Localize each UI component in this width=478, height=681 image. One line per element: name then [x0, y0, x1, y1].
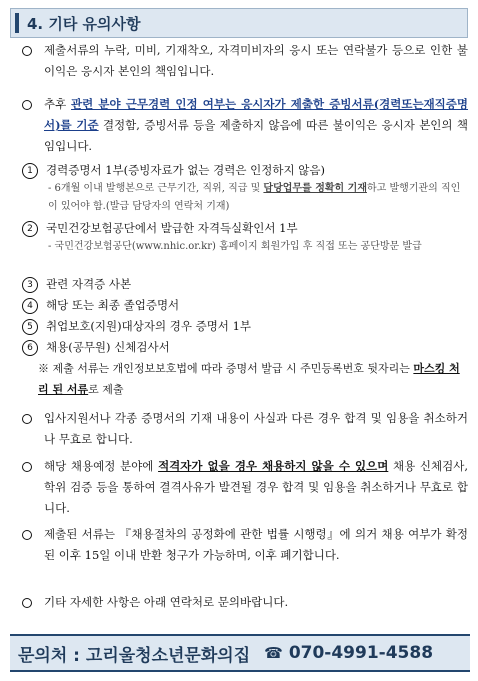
- emphasis-text: 담당업무를 정확히 기재: [263, 183, 367, 194]
- circle-bullet-icon: [22, 100, 32, 110]
- required-doc-item: 3 관련 자격증 사본: [22, 274, 462, 294]
- section-title: 4. 기타 유의사항: [27, 14, 141, 33]
- notice-text: 추후 관련 분야 근무경력 인정 여부는 응시자가 제출한 증빙서류(경력또는재직증명서)를 기준 결정함, 증빙서류 등을 제출하지 않음에 따른 불이익은 응시자 본인의 책임입니다.: [44, 97, 469, 153]
- doc-detail: - 국민건강보험공단(www.nhic.or.kr) 홈페이지 회원가입 후 직접 또는 공단방문 발급: [48, 241, 422, 252]
- required-doc-item: 4 해당 또는 최종 졸업증명서: [22, 295, 462, 315]
- notice-text: 제출서류의 누락, 미비, 기재착오, 자격미비자의 응시 또는 연락불가 등으로 인한 불이익은 응시자 본인의 책임입니다.: [44, 43, 468, 78]
- number-badge: 6: [22, 340, 38, 356]
- required-doc-item: 1 경력증명서 1부(증빙자료가 없는 경력은 인정하지 않음): [22, 160, 462, 180]
- header-accent-bar: [15, 13, 19, 33]
- contact-label: 문의처 : 고리울청소년문화의집: [18, 645, 251, 666]
- notice-item: [10, 524, 470, 588]
- circle-bullet-icon: [22, 46, 32, 56]
- notice-item: [10, 94, 470, 158]
- required-doc-item: 5 취업보호(지원)대상자의 경우 증명서 1부: [22, 316, 462, 336]
- circle-bullet-icon: [22, 462, 32, 472]
- number-badge: 3: [22, 277, 38, 293]
- number-badge: 2: [22, 221, 38, 237]
- masking-note: ※ 제출 서류는 개인정보보호법에 따라 증명서 발급 시 주민등록번호 뒷자리는 마스킹 처리 된 서류로 제출: [38, 362, 460, 396]
- circle-bullet-icon: [22, 414, 32, 424]
- required-doc-item: 6 채용(공무원) 신체검사서: [22, 337, 462, 357]
- number-badge: 5: [22, 319, 38, 335]
- notice-text: 해당 채용예정 분야에 적격자가 없을 경우 채용하지 않을 수 있으며 채용 신체검사, 학위 검증 등을 통하여 결격사유가 발견될 경우 합격 및 임용을 취소하거나 무효로 합니다.: [44, 459, 469, 515]
- notice-item: [10, 592, 470, 614]
- circle-bullet-icon: [22, 530, 32, 540]
- emphasis-text: 마스킹 처리 된 서류: [38, 362, 460, 396]
- notice-text: 제출된 서류는 『채용절차의 공정화에 관한 법률 시행령』에 의거 채용 여부가 확정된 이후 15일 이내 반환 청구가 가능하며, 이후 폐기합니다.: [44, 527, 468, 562]
- number-badge: 1: [22, 163, 38, 179]
- contact-phone[interactable]: 070-4991-4588: [288, 643, 434, 663]
- required-doc-item: 2 국민건강보험공단에서 발급한 자격득실확인서 1부: [22, 218, 462, 238]
- notice-text: 기타 자세한 사항은 아래 연락처로 문의바랍니다.: [44, 595, 289, 609]
- notice-item: [10, 456, 470, 520]
- notice-item: [10, 408, 470, 452]
- emphasis-text: 관련 분야 근무경력 인정 여부는 응시자가 제출한 증빙서류(경력또는재직증명서)를 기준: [44, 97, 469, 132]
- contact-footer: [10, 634, 470, 672]
- circle-bullet-icon: [22, 598, 32, 608]
- number-badge: 4: [22, 298, 38, 314]
- doc-detail: - 6개월 이내 발행본으로 근무기간, 직위, 직급 및 담당업무를 정확히 기재하고 발행기관의 직인이 있어야 함.(발급 담당자의 연락처 기재): [48, 183, 461, 212]
- section-header: [10, 8, 468, 38]
- notice-item: [10, 40, 470, 84]
- phone-icon: ☎: [264, 644, 283, 662]
- emphasis-text: 적격자가 없을 경우 채용하지 않을 수 있으며: [158, 459, 389, 473]
- notice-text: 입사지원서나 각종 증명서의 기재 내용이 사실과 다른 경우 합격 및 임용을 취소하거나 무효로 합니다.: [44, 411, 468, 446]
